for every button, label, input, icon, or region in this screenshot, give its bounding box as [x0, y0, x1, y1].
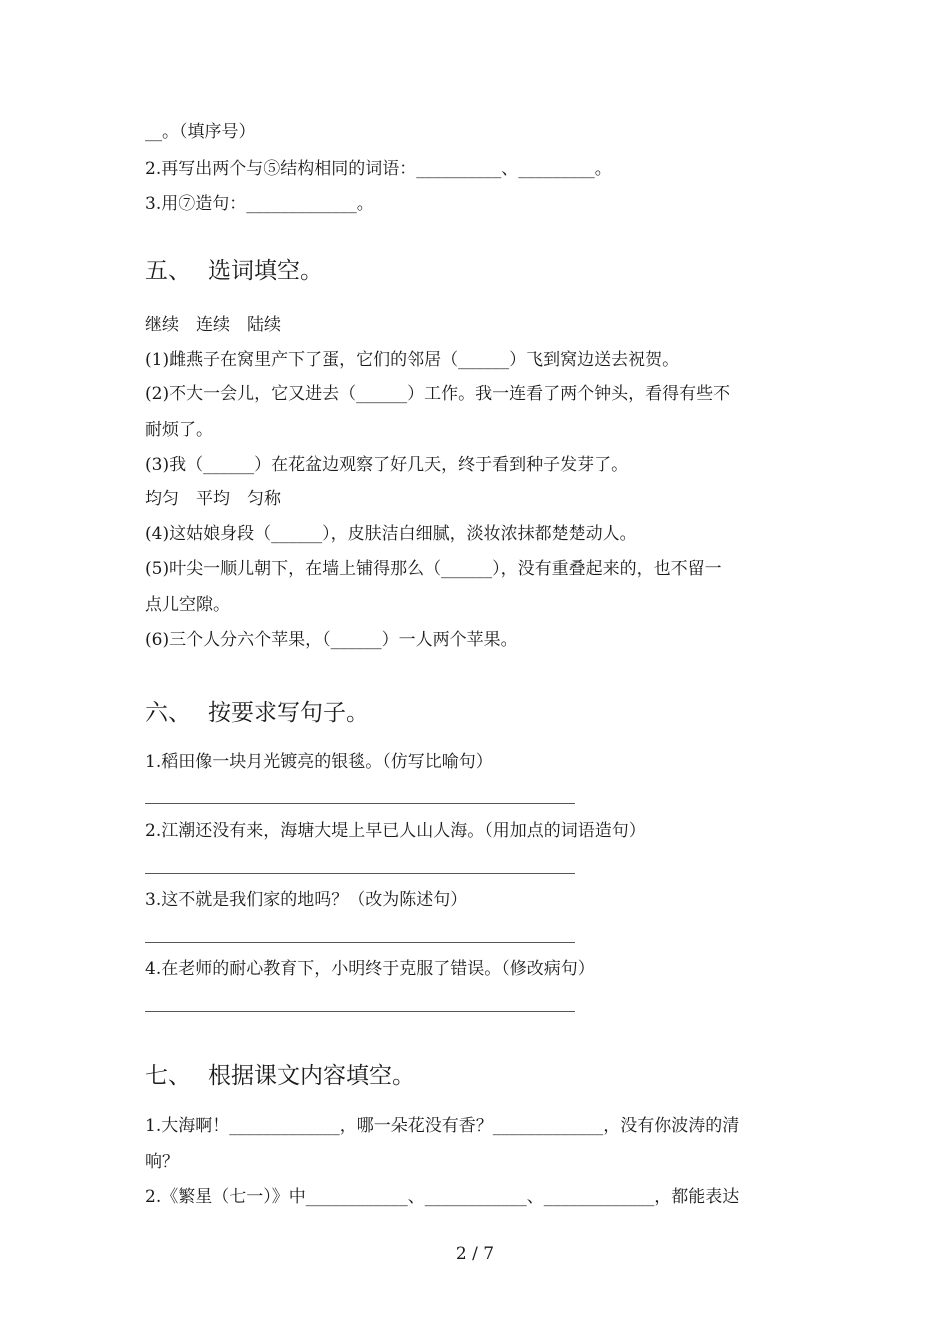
- section-5-heading: [145, 256, 323, 286]
- answer-line-4[interactable]: [145, 1011, 575, 1012]
- recall-question-1: 1.大海啊！_____________，哪一朵花没有香？_____________，没有你波涛的清: [145, 1116, 740, 1136]
- section-5-title: 选词填空。: [208, 258, 323, 284]
- fill-seq-line: __。（填序号）: [145, 122, 256, 142]
- sentence-question-4: 4.在老师的耐心教育下，小明终于克服了错误。（修改病句）: [145, 959, 595, 979]
- answer-line-2[interactable]: [145, 873, 575, 874]
- answer-line-3[interactable]: [145, 942, 575, 943]
- section-7-number: 七、: [145, 1063, 191, 1089]
- sentence-question-1: 1.稻田像一块月光镀亮的银毯。（仿写比喻句）: [145, 752, 493, 772]
- blank-question-4: (4)这姑娘身段（______），皮肤洁白细腻，淡妆浓抹都楚楚动人。: [145, 524, 637, 544]
- recall-question-1-cont: 响？: [145, 1152, 179, 1172]
- blank-question-2-cont: 耐烦了。: [145, 420, 213, 440]
- sentence-question-2: 2.江潮还没有来，海塘大堤上早已人山人海。（用加点的词语造句）: [145, 821, 646, 841]
- question-3-text: 3.用⑦造句：_____________。: [145, 194, 374, 214]
- recall-question-2: 2.《繁星（七一）》中____________、____________、_____________，都能表达: [145, 1187, 740, 1207]
- word-choices-2: 均匀 平均 匀称: [145, 489, 281, 509]
- blank-question-3: (3)我（______）在花盆边观察了好几天，终于看到种子发芽了。: [145, 455, 629, 475]
- section-7-title: 根据课文内容填空。: [208, 1063, 415, 1089]
- section-6-heading: [145, 698, 369, 728]
- blank-question-5-cont: 点儿空隙。: [145, 595, 230, 615]
- page-number: 2 / 7: [455, 1244, 495, 1264]
- word-choices-1: 继续 连续 陆续: [145, 315, 281, 335]
- section-7-heading: [145, 1061, 415, 1091]
- question-2-text: 2.再写出两个与⑤结构相同的词语：__________、_________。: [145, 159, 612, 179]
- section-5-number: 五、: [145, 258, 191, 284]
- section-6-title: 按要求写句子。: [208, 700, 369, 726]
- section-6-number: 六、: [145, 700, 191, 726]
- blank-question-5: (5)叶尖一顺儿朝下，在墙上铺得那么（______），没有重叠起来的，也不留一: [145, 559, 722, 579]
- blank-question-6: (6)三个人分六个苹果，（______）一人两个苹果。: [145, 630, 518, 650]
- answer-line-1[interactable]: [145, 803, 575, 804]
- blank-question-2: (2)不大一会儿，它又进去（______）工作。我一连看了两个钟头，看得有些不: [145, 384, 731, 404]
- blank-question-1: (1)雌燕子在窝里产下了蛋，它们的邻居（______）飞到窝边送去祝贺。: [145, 350, 680, 370]
- sentence-question-3: 3.这不就是我们家的地吗？（改为陈述句）: [145, 890, 468, 910]
